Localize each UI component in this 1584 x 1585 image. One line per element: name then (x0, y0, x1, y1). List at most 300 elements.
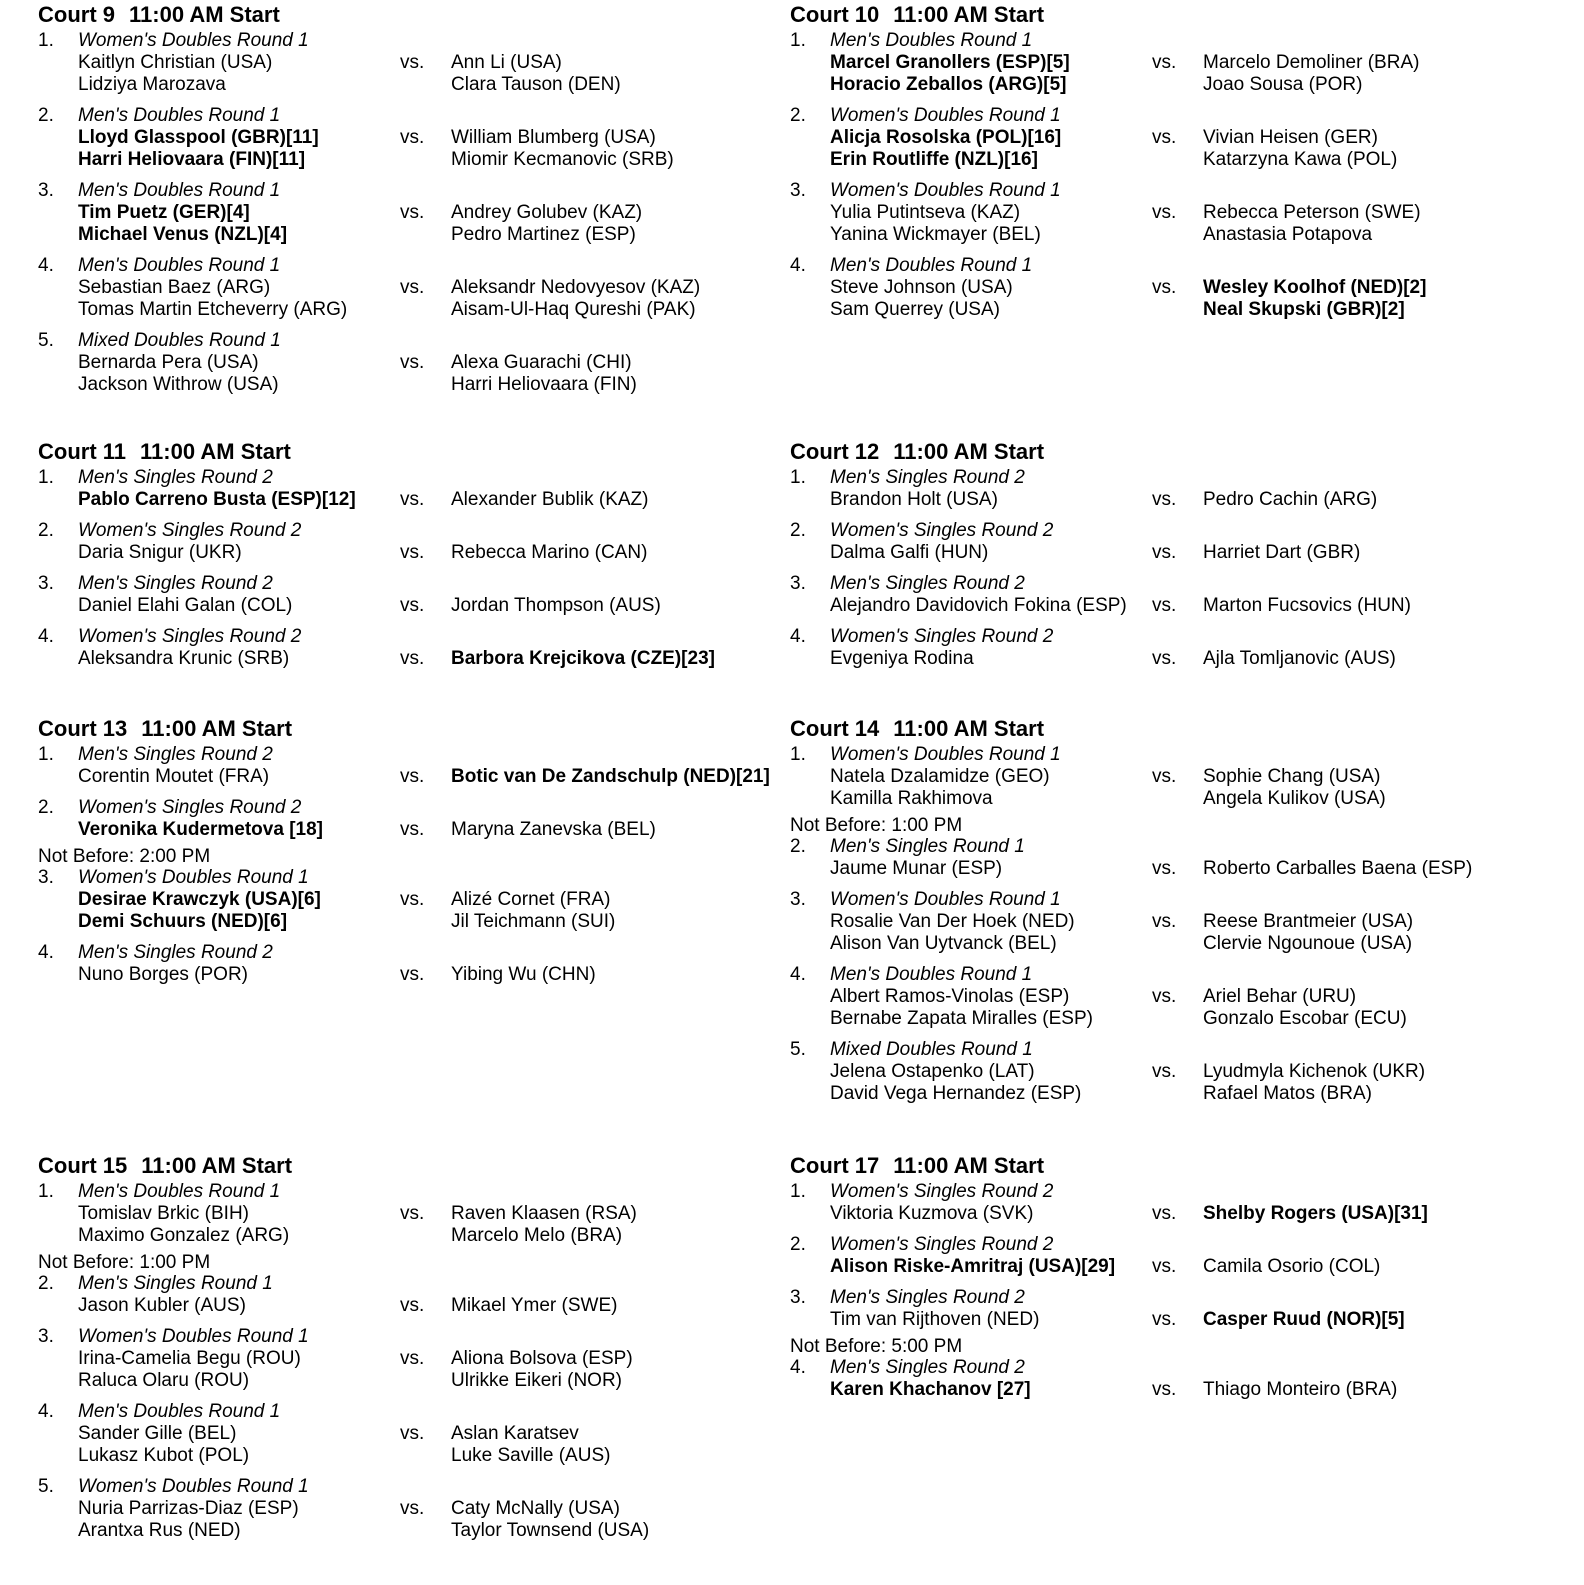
seeded-player-left: Michael Venus (NZL)[4] (78, 224, 288, 245)
court-block (790, 716, 1550, 1114)
player-line (790, 986, 1550, 1008)
player-right: Harriet Dart (GBR) (1203, 542, 1361, 563)
vs-label: vs. (1152, 1379, 1177, 1400)
court-start-time: 11:00 AM Start (140, 439, 291, 464)
player-line (38, 766, 798, 788)
court-start-time: 11:00 AM Start (129, 2, 280, 27)
player-line (790, 648, 1550, 670)
court-header (790, 439, 1550, 467)
seeded-player-right: Shelby Rogers (USA)[31] (1203, 1203, 1428, 1224)
match-entry (38, 467, 798, 511)
player-left: Lidziya Marozava (78, 74, 226, 95)
player-line (790, 489, 1550, 511)
seeded-player-left: Marcel Granollers (ESP)[5] (830, 52, 1070, 73)
event-name: Men's Doubles Round 1 (78, 105, 281, 126)
player-line (38, 1203, 798, 1225)
event-name: Men's Singles Round 2 (830, 1287, 1025, 1308)
match-entry (38, 330, 798, 396)
player-right: Pedro Martinez (ESP) (451, 224, 636, 245)
player-line (790, 1083, 1550, 1105)
event-name: Women's Doubles Round 1 (78, 30, 309, 51)
player-line (38, 911, 798, 933)
event-name: Men's Doubles Round 1 (830, 255, 1033, 276)
player-right: Lyudmyla Kichenok (UKR) (1203, 1061, 1426, 1082)
player-left: Sebastian Baez (ARG) (78, 277, 271, 298)
match-entry (38, 30, 798, 96)
vs-label: vs. (400, 202, 425, 223)
player-left: Kaitlyn Christian (USA) (78, 52, 273, 73)
match-number: 1. (38, 467, 54, 488)
match-entry (790, 30, 1550, 96)
not-before-note: Not Before: 1:00 PM (38, 1252, 211, 1273)
match-number: 4. (790, 964, 806, 985)
match-number: 3. (790, 1287, 806, 1308)
player-left: Nuno Borges (POR) (78, 964, 249, 985)
player-left: Albert Ramos-Vinolas (ESP) (830, 986, 1070, 1007)
player-right: Rebecca Marino (CAN) (451, 542, 648, 563)
player-line (38, 819, 798, 841)
player-left: Nuria Parrizas-Diaz (ESP) (78, 1498, 299, 1519)
player-right: Raven Klaasen (RSA) (451, 1203, 637, 1224)
event-name: Men's Doubles Round 1 (78, 1181, 281, 1202)
court-name: Court 11 (38, 439, 127, 464)
player-left: Arantxa Rus (NED) (78, 1520, 241, 1541)
court-block (38, 1153, 798, 1551)
player-line (790, 1203, 1550, 1225)
event-name: Mixed Doubles Round 1 (830, 1039, 1033, 1060)
seeded-player-left: Alicja Rosolska (POL)[16] (830, 127, 1062, 148)
player-right: Aisam-Ul-Haq Qureshi (PAK) (451, 299, 696, 320)
match-entry (790, 889, 1550, 955)
player-left: Brandon Holt (USA) (830, 489, 998, 510)
player-left: Steve Johnson (USA) (830, 277, 1013, 298)
seeded-player-left: Horacio Zeballos (ARG)[5] (830, 74, 1067, 95)
vs-label: vs. (400, 52, 425, 73)
match-number: 5. (38, 330, 54, 351)
event-name: Men's Singles Round 2 (78, 744, 273, 765)
match-entry (38, 1401, 798, 1467)
player-right: Alizé Cornet (FRA) (451, 889, 611, 910)
event-name: Men's Singles Round 2 (78, 942, 273, 963)
match-entry (790, 1234, 1550, 1278)
seeded-player-right: Wesley Koolhof (NED)[2] (1203, 277, 1427, 298)
player-right: Luke Saville (AUS) (451, 1445, 611, 1466)
seeded-player-left: Veronika Kudermetova [18] (78, 819, 323, 840)
player-line (790, 149, 1550, 171)
event-name: Men's Doubles Round 1 (78, 255, 281, 276)
seeded-player-right: Casper Ruud (NOR)[5] (1203, 1309, 1405, 1330)
match-number: 2. (38, 105, 54, 126)
player-right: Aslan Karatsev (451, 1423, 579, 1444)
match-number: 2. (38, 1273, 54, 1294)
court-start-time: 11:00 AM Start (893, 716, 1045, 741)
match-number: 1. (790, 1181, 806, 1202)
seeded-player-left: Alison Riske-Amritraj (USA)[29] (830, 1256, 1116, 1277)
event-name: Women's Singles Round 2 (830, 1234, 1054, 1255)
player-line (38, 52, 798, 74)
player-right: Vivian Heisen (GER) (1203, 127, 1378, 148)
vs-label: vs. (400, 542, 425, 563)
match-number: 1. (790, 467, 806, 488)
player-left: Jelena Ostapenko (LAT) (830, 1061, 1035, 1082)
player-right: Rafael Matos (BRA) (1203, 1083, 1372, 1104)
player-right: Aliona Bolsova (ESP) (451, 1348, 633, 1369)
match-number: 4. (38, 626, 54, 647)
player-right: Harri Heliovaara (FIN) (451, 374, 637, 395)
player-right: Thiago Monteiro (BRA) (1203, 1379, 1398, 1400)
court-header (790, 2, 1550, 30)
player-right: Taylor Townsend (USA) (451, 1520, 650, 1541)
seeded-player-right: Botic van De Zandschulp (NED)[21] (451, 766, 770, 787)
player-line (38, 542, 798, 564)
event-name: Women's Singles Round 2 (830, 520, 1054, 541)
event-name: Men's Singles Round 1 (78, 1273, 273, 1294)
player-line (790, 224, 1550, 246)
seeded-player-left: Demi Schuurs (NED)[6] (78, 911, 288, 932)
player-line (38, 224, 798, 246)
player-line (38, 299, 798, 321)
player-line (790, 299, 1550, 321)
seeded-player-left: Erin Routliffe (NZL)[16] (830, 149, 1038, 170)
player-left: Natela Dzalamidze (GEO) (830, 766, 1050, 787)
player-left: Jason Kubler (AUS) (78, 1295, 246, 1316)
match-number: 2. (790, 105, 806, 126)
player-left: Bernarda Pera (USA) (78, 352, 259, 373)
match-number: 5. (790, 1039, 806, 1060)
player-right: Jil Teichmann (SUI) (451, 911, 616, 932)
match-number: 4. (38, 255, 54, 276)
match-number: 4. (790, 626, 806, 647)
not-before-note: Not Before: 1:00 PM (790, 815, 963, 836)
match-number: 3. (38, 867, 54, 888)
player-right: Mikael Ymer (SWE) (451, 1295, 618, 1316)
vs-label: vs. (1152, 858, 1177, 879)
match-number: 4. (790, 255, 806, 276)
event-name: Women's Doubles Round 1 (78, 1326, 309, 1347)
player-line (790, 127, 1550, 149)
vs-label: vs. (400, 1295, 425, 1316)
player-right: Caty McNally (USA) (451, 1498, 620, 1519)
player-left: Daria Snigur (UKR) (78, 542, 242, 563)
vs-label: vs. (1152, 202, 1177, 223)
player-line (38, 1225, 798, 1247)
vs-label: vs. (400, 766, 425, 787)
event-name: Men's Doubles Round 1 (830, 30, 1033, 51)
court-block (790, 1153, 1550, 1410)
player-line (38, 1520, 798, 1542)
player-right: Yibing Wu (CHN) (451, 964, 596, 985)
match-entry (38, 942, 798, 986)
vs-label: vs. (1152, 489, 1177, 510)
court-header (790, 716, 1550, 744)
event-name: Men's Singles Round 2 (830, 573, 1025, 594)
event-name: Women's Singles Round 2 (78, 626, 302, 647)
vs-label: vs. (1152, 127, 1177, 148)
match-number: 1. (790, 744, 806, 765)
event-name: Women's Doubles Round 1 (78, 867, 309, 888)
player-right: Joao Sousa (POR) (1203, 74, 1363, 95)
vs-label: vs. (400, 1498, 425, 1519)
match-number: 3. (38, 1326, 54, 1347)
vs-label: vs. (1152, 542, 1177, 563)
player-line (38, 1370, 798, 1392)
match-entry (38, 105, 798, 171)
event-name: Women's Doubles Round 1 (830, 105, 1061, 126)
vs-label: vs. (400, 1348, 425, 1369)
player-line (38, 489, 798, 511)
event-name: Women's Singles Round 2 (78, 797, 302, 818)
player-right: Ajla Tomljanovic (AUS) (1203, 648, 1396, 669)
vs-label: vs. (400, 1423, 425, 1444)
event-name: Women's Singles Round 2 (830, 626, 1054, 647)
match-entry (38, 255, 798, 321)
event-name: Women's Doubles Round 1 (830, 180, 1061, 201)
match-entry (790, 467, 1550, 511)
match-number: 4. (38, 1401, 54, 1422)
player-line (38, 648, 798, 670)
court-name: Court 14 (790, 716, 880, 741)
match-entry (38, 867, 798, 933)
player-right: Katarzyna Kawa (POL) (1203, 149, 1398, 170)
vs-label: vs. (1152, 648, 1177, 669)
event-name: Men's Singles Round 2 (78, 573, 273, 594)
player-left: Jaume Munar (ESP) (830, 858, 1003, 879)
event-name: Women's Singles Round 2 (830, 1181, 1054, 1202)
player-left: Maximo Gonzalez (ARG) (78, 1225, 290, 1246)
player-line (790, 52, 1550, 74)
player-left: Alejandro Davidovich Fokina (ESP) (830, 595, 1127, 616)
player-line (790, 911, 1550, 933)
match-number: 5. (38, 1476, 54, 1497)
match-number: 4. (790, 1357, 806, 1378)
match-entry (38, 1273, 798, 1317)
vs-label: vs. (400, 648, 425, 669)
player-left: Tomislav Brkic (BIH) (78, 1203, 250, 1224)
player-line (38, 1295, 798, 1317)
vs-label: vs. (1152, 52, 1177, 73)
player-line (790, 858, 1550, 880)
player-right: Marton Fucsovics (HUN) (1203, 595, 1411, 616)
event-name: Women's Doubles Round 1 (830, 744, 1061, 765)
player-right: Alexa Guarachi (CHI) (451, 352, 632, 373)
match-number: 2. (38, 797, 54, 818)
player-right: Angela Kulikov (USA) (1203, 788, 1386, 809)
player-right: Miomir Kecmanovic (SRB) (451, 149, 674, 170)
player-left: Sam Querrey (USA) (830, 299, 1000, 320)
not-before-note: Not Before: 2:00 PM (38, 846, 211, 867)
player-right: Marcelo Melo (BRA) (451, 1225, 623, 1246)
court-header (790, 1153, 1550, 1181)
match-entry (790, 105, 1550, 171)
player-right: Ulrikke Eikeri (NOR) (451, 1370, 622, 1391)
vs-label: vs. (400, 964, 425, 985)
vs-label: vs. (400, 127, 425, 148)
player-right: Sophie Chang (USA) (1203, 766, 1381, 787)
vs-label: vs. (400, 352, 425, 373)
player-left: Bernabe Zapata Miralles (ESP) (830, 1008, 1093, 1029)
vs-label: vs. (1152, 595, 1177, 616)
match-number: 3. (38, 573, 54, 594)
seeded-player-left: Harri Heliovaara (FIN)[11] (78, 149, 306, 170)
court-block (38, 716, 798, 995)
event-name: Men's Singles Round 1 (830, 836, 1025, 857)
event-name: Women's Singles Round 2 (78, 520, 302, 541)
seeded-player-right: Neal Skupski (GBR)[2] (1203, 299, 1405, 320)
court-name: Court 10 (790, 2, 880, 27)
match-entry (38, 520, 798, 564)
not-before-note: Not Before: 5:00 PM (790, 1336, 963, 1357)
vs-label: vs. (400, 277, 425, 298)
court-start-time: 11:00 AM Start (141, 716, 293, 741)
match-entry (790, 1357, 1550, 1401)
match-number: 3. (790, 889, 806, 910)
match-entry (790, 573, 1550, 617)
player-left: Dalma Galfi (HUN) (830, 542, 989, 563)
vs-label: vs. (1152, 766, 1177, 787)
court-start-time: 11:00 AM Start (893, 439, 1045, 464)
player-line (38, 374, 798, 396)
court-header (38, 716, 798, 744)
court-block (790, 439, 1550, 679)
player-line (790, 542, 1550, 564)
event-name: Men's Doubles Round 1 (78, 1401, 281, 1422)
player-left: Jackson Withrow (USA) (78, 374, 279, 395)
seeded-player-left: Desirae Krawczyk (USA)[6] (78, 889, 321, 910)
player-left: Viktoria Kuzmova (SVK) (830, 1203, 1034, 1224)
event-name: Men's Singles Round 2 (830, 1357, 1025, 1378)
match-number: 3. (790, 573, 806, 594)
seeded-player-left: Lloyd Glasspool (GBR)[11] (78, 127, 319, 148)
court-block (790, 2, 1550, 330)
match-entry (790, 964, 1550, 1030)
vs-label: vs. (400, 595, 425, 616)
match-entry (790, 626, 1550, 670)
player-left: Sander Gille (BEL) (78, 1423, 237, 1444)
event-name: Women's Doubles Round 1 (830, 889, 1061, 910)
match-entry (38, 744, 798, 788)
vs-label: vs. (400, 489, 425, 510)
player-right: Maryna Zanevska (BEL) (451, 819, 656, 840)
player-left: Rosalie Van Der Hoek (NED) (830, 911, 1075, 932)
player-right: Aleksandr Nedovyesov (KAZ) (451, 277, 701, 298)
court-block (38, 2, 798, 405)
vs-label: vs. (400, 889, 425, 910)
match-number: 2. (790, 1234, 806, 1255)
player-line (38, 1348, 798, 1370)
player-line (790, 1309, 1550, 1331)
vs-label: vs. (1152, 1061, 1177, 1082)
player-line (38, 352, 798, 374)
player-left: David Vega Hernandez (ESP) (830, 1083, 1082, 1104)
match-number: 3. (38, 180, 54, 201)
match-entry (38, 180, 798, 246)
player-right: Roberto Carballes Baena (ESP) (1203, 858, 1473, 879)
player-right: Rebecca Peterson (SWE) (1203, 202, 1421, 223)
player-line (790, 1256, 1550, 1278)
vs-label: vs. (1152, 1309, 1177, 1330)
event-name: Mixed Doubles Round 1 (78, 330, 281, 351)
vs-label: vs. (1152, 1203, 1177, 1224)
match-number: 1. (790, 30, 806, 51)
match-entry (790, 836, 1550, 880)
match-entry (790, 1287, 1550, 1331)
court-header (38, 439, 798, 467)
player-right: Ann Li (USA) (451, 52, 562, 73)
match-entry (790, 180, 1550, 246)
player-line (38, 889, 798, 911)
seeded-player-right: Barbora Krejcikova (CZE)[23] (451, 648, 715, 669)
match-entry (38, 1476, 798, 1542)
player-line (38, 202, 798, 224)
player-right: Reese Brantmeier (USA) (1203, 911, 1414, 932)
player-right: Clara Tauson (DEN) (451, 74, 621, 95)
match-entry (790, 1039, 1550, 1105)
match-number: 1. (38, 1181, 54, 1202)
player-left: Evgeniya Rodina (830, 648, 974, 669)
player-left: Corentin Moutet (FRA) (78, 766, 270, 787)
match-entry (38, 626, 798, 670)
match-number: 2. (790, 520, 806, 541)
court-name: Court 9 (38, 2, 115, 27)
player-line (790, 1061, 1550, 1083)
vs-label: vs. (1152, 277, 1177, 298)
player-right: Ariel Behar (URU) (1203, 986, 1357, 1007)
player-left: Tim van Rijthoven (NED) (830, 1309, 1040, 1330)
player-line (790, 202, 1550, 224)
match-entry (790, 1181, 1550, 1225)
player-left: Daniel Elahi Galan (COL) (78, 595, 293, 616)
player-right: Camila Osorio (COL) (1203, 1256, 1381, 1277)
vs-label: vs. (1152, 911, 1177, 932)
match-entry (38, 797, 798, 841)
player-line (790, 788, 1550, 810)
player-line (38, 1423, 798, 1445)
player-line (790, 766, 1550, 788)
event-name: Men's Singles Round 2 (78, 467, 273, 488)
player-line (38, 595, 798, 617)
player-line (790, 933, 1550, 955)
player-line (790, 1379, 1550, 1401)
match-entry (790, 520, 1550, 564)
match-number: 1. (38, 30, 54, 51)
match-number: 3. (790, 180, 806, 201)
match-number: 4. (38, 942, 54, 963)
court-block (38, 439, 798, 679)
match-number: 2. (790, 836, 806, 857)
match-number: 1. (38, 744, 54, 765)
player-line (38, 1498, 798, 1520)
player-left: Alison Van Uytvanck (BEL) (830, 933, 1057, 954)
match-entry (38, 1181, 798, 1247)
player-left: Yanina Wickmayer (BEL) (830, 224, 1041, 245)
player-line (790, 1008, 1550, 1030)
player-line (790, 595, 1550, 617)
vs-label: vs. (400, 819, 425, 840)
player-line (38, 127, 798, 149)
vs-label: vs. (1152, 986, 1177, 1007)
event-name: Men's Doubles Round 1 (830, 964, 1033, 985)
player-left: Irina-Camelia Begu (ROU) (78, 1348, 301, 1369)
player-left: Kamilla Rakhimova (830, 788, 993, 809)
player-right: Jordan Thompson (AUS) (451, 595, 661, 616)
court-name: Court 17 (790, 1153, 880, 1178)
event-name: Men's Singles Round 2 (830, 467, 1025, 488)
vs-label: vs. (1152, 1256, 1177, 1277)
player-left: Tomas Martin Etcheverry (ARG) (78, 299, 348, 320)
match-entry (38, 573, 798, 617)
player-left: Lukasz Kubot (POL) (78, 1445, 250, 1466)
player-left: Yulia Putintseva (KAZ) (830, 202, 1021, 223)
